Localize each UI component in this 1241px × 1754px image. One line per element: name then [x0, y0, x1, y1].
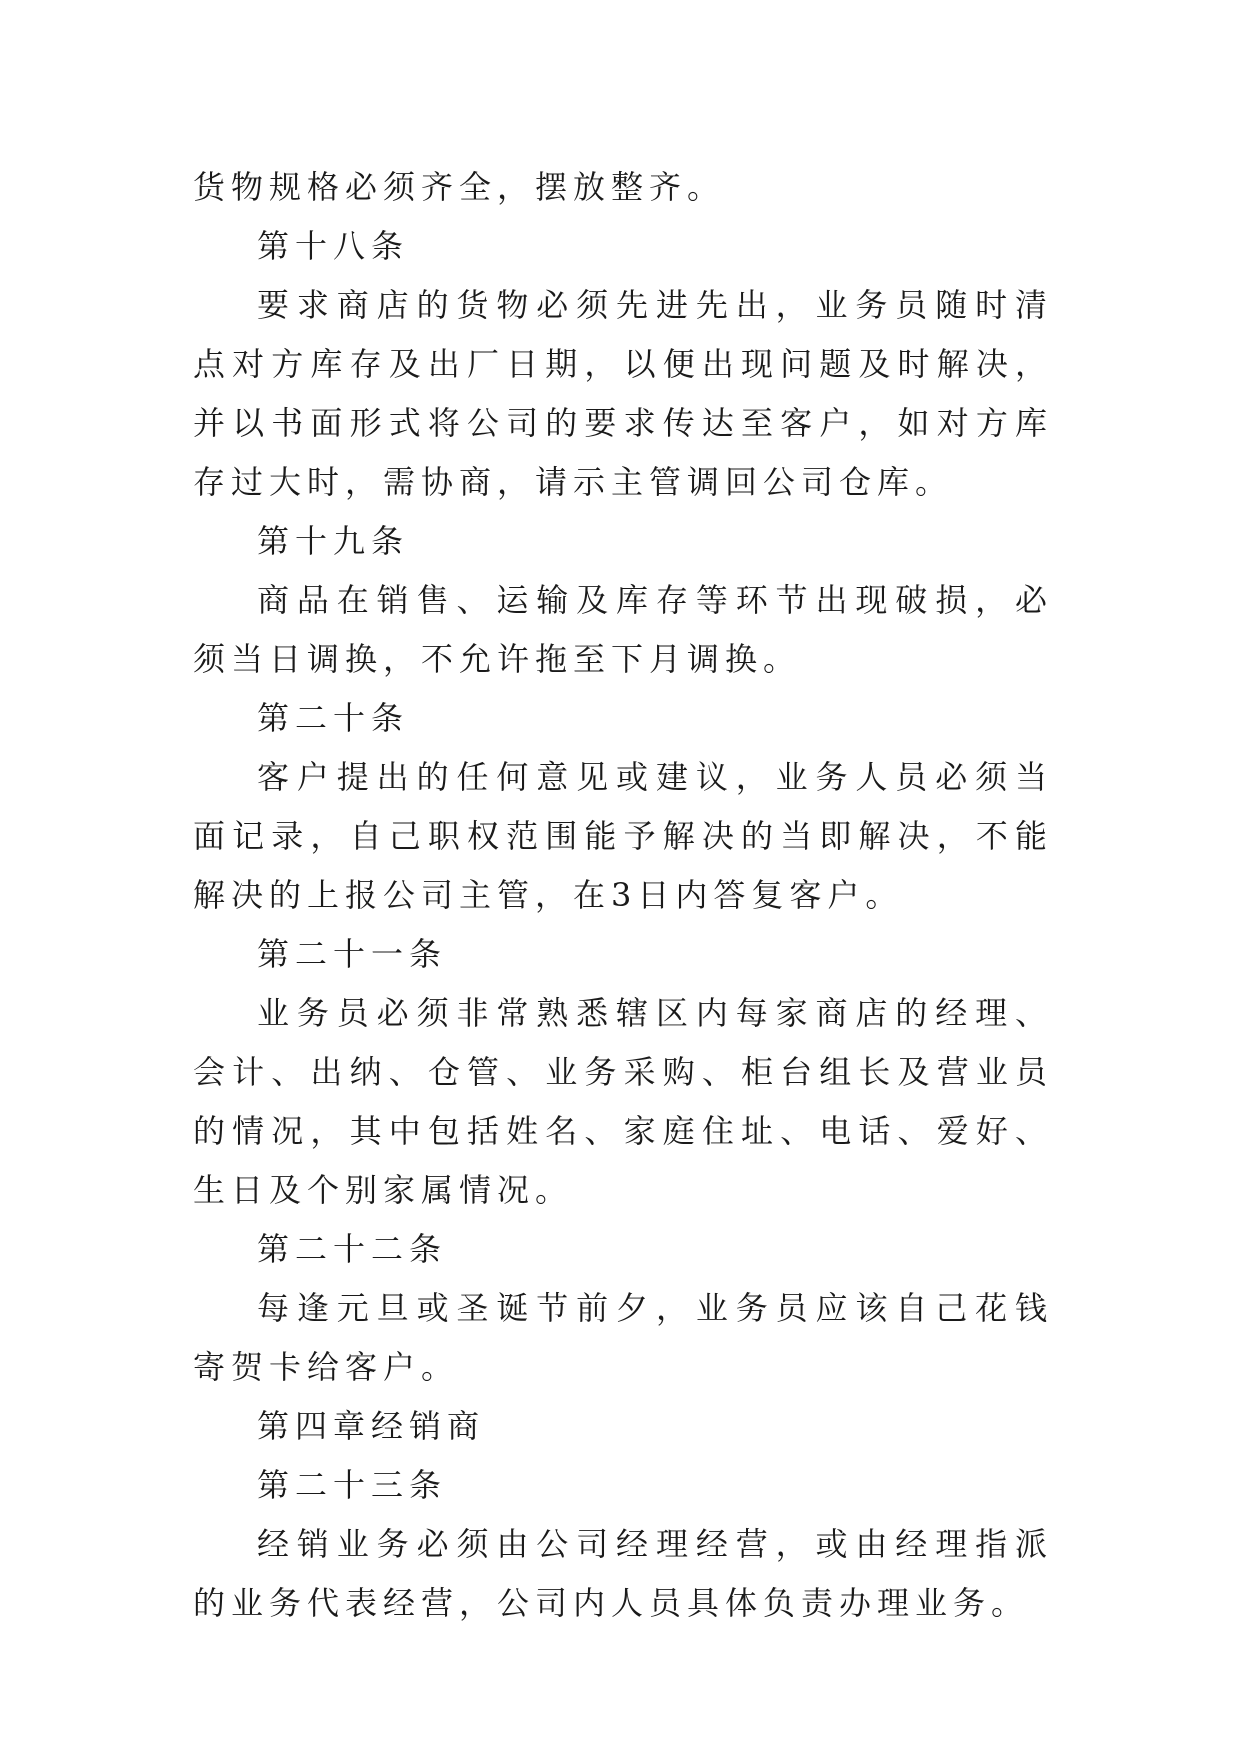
article-heading-21: 第二十一条 — [257, 935, 448, 973]
article-19-text: 商品在销售、运输及库存等环节出现破损，必须当日调换，不允许拖至下月调换。 — [193, 581, 1053, 678]
article-23-text: 经销业务必须由公司经理经营，或由经理指派的业务代表经营，公司内人员具体负责办理业务。 — [193, 1525, 1053, 1622]
article-21-text: 业务员必须非常熟悉辖区内每家商店的经理、会计、出纳、仓管、业务采购、柜台组长及营业员的情况，其中包括姓名、家庭住址、电话、爱好、生日及个别家属情况。 — [193, 994, 1053, 1209]
article-heading-22: 第二十二条 — [257, 1230, 448, 1268]
article-heading-19: 第十九条 — [257, 522, 410, 560]
paragraph-continuation: 货物规格必须齐全，摆放整齐。 — [193, 168, 726, 206]
article-18-text: 要求商店的货物必须先进先出，业务员随时清点对方库存及出厂日期，以便出现问题及时解决，并以书面形式将公司的要求传达至客户，如对方库存过大时，需协商，请示主管调回公司仓库。 — [193, 286, 1053, 501]
document-body — [193, 158, 1053, 1633]
chapter-heading-4: 第四章经销商 — [257, 1407, 486, 1445]
article-heading-18: 第十八条 — [257, 227, 410, 265]
article-22-text: 每逢元旦或圣诞节前夕，业务员应该自己花钱寄贺卡给客户。 — [193, 1289, 1053, 1386]
article-heading-20: 第二十条 — [257, 699, 410, 737]
article-heading-23: 第二十三条 — [257, 1466, 448, 1504]
article-20-text: 客户提出的任何意见或建议，业务人员必须当面记录，自己职权范围能予解决的当即解决，不能解决的上报公司主管，在3日内答复客户。 — [193, 758, 1053, 914]
